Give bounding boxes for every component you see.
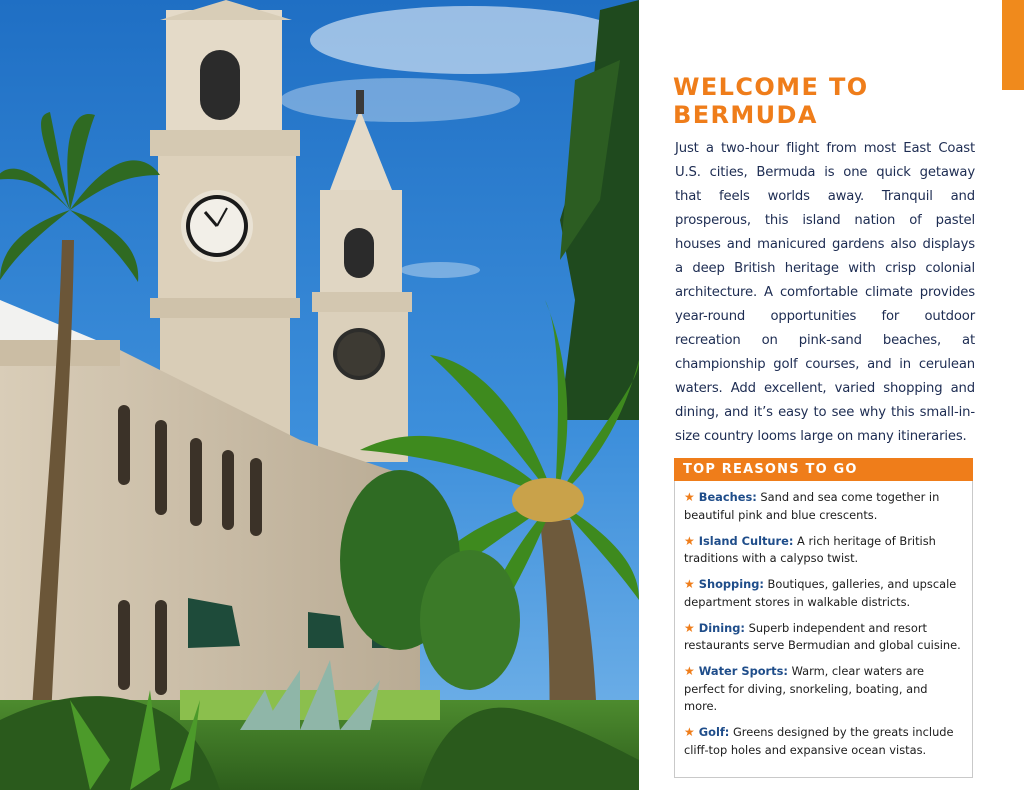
reason-text: Boutiques, galleries, and upscale department stores in walkable districts. (684, 577, 957, 609)
page-title-line-2: BERMUDA (673, 101, 818, 129)
reason-title: Golf: (698, 725, 730, 739)
star-icon: ★ (684, 664, 695, 678)
reason-title: Water Sports: (698, 664, 788, 678)
reason-text: Greens designed by the greats include cliff-top holes and expansive ocean vistas. (684, 725, 954, 757)
top-reasons-list (675, 481, 972, 759)
reason-title: Dining: (698, 620, 745, 635)
reason-title: Island Culture: (698, 533, 794, 548)
section-tab-marker (1002, 0, 1024, 90)
star-icon: ★ (684, 490, 695, 504)
page-title (673, 73, 993, 129)
reason-item (684, 576, 962, 611)
page-title-line-1: WELCOME TO (673, 73, 869, 101)
reason-item (684, 489, 962, 524)
reason-item (684, 533, 962, 568)
reason-text: Warm, clear waters are perfect for diving, snorkeling, boating, and more. (684, 664, 928, 713)
star-icon: ★ (684, 577, 695, 591)
top-reasons-box (674, 458, 973, 778)
intro-paragraph: Just a two-hour flight from most East Coast U.S. cities, Bermuda is one quick getaway that feels worlds away. Tranquil and prosperous, this island nation of pastel houses and manicured gardens also displays a deep British heritage with crisp colonial architecture. A comfortable climate provides year-round opportunities for outdoor recreation on pink-sand beaches, at championship golf courses, and in cerulean waters. Add excellent, varied shopping and dining, and it’s easy to see why this small-in-size country looms large on many itineraries. (675, 141, 975, 444)
reason-text: Superb independent and resort restaurants serve Bermudian and global cuisine. (684, 620, 961, 652)
reason-item (684, 724, 962, 759)
reason-title: Shopping: (698, 577, 764, 591)
reason-text: A rich heritage of British traditions with a calypso twist. (684, 533, 936, 565)
star-icon: ★ (684, 533, 695, 548)
reason-item (684, 620, 962, 655)
reason-item (684, 663, 962, 716)
reason-text: Sand and sea come together in beautiful pink and blue crescents. (684, 490, 940, 522)
main-clock-tower (150, 0, 300, 438)
star-icon: ★ (684, 620, 695, 635)
top-reasons-header: TOP REASONS TO GO (674, 458, 973, 481)
reason-title: Beaches: (698, 490, 757, 504)
star-icon: ★ (684, 725, 695, 739)
